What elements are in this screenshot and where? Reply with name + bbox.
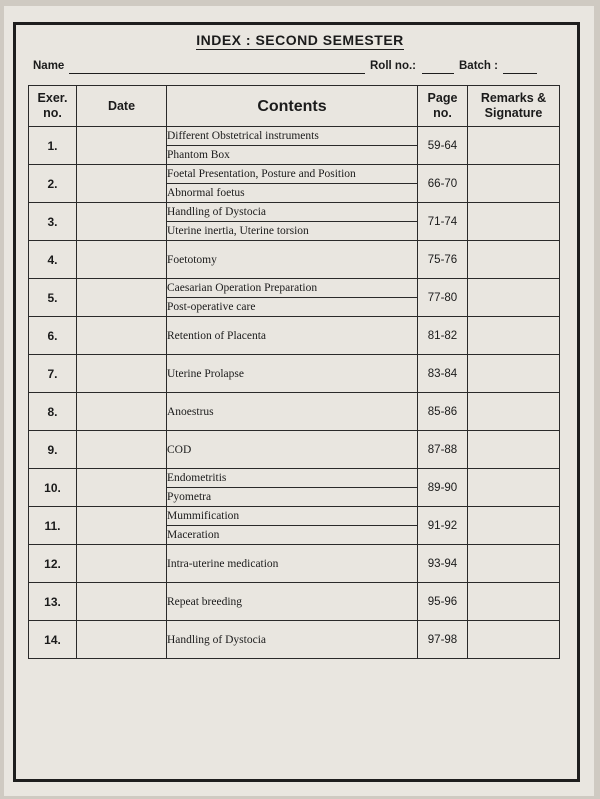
contents-cell: [167, 507, 418, 545]
exercise-number: 3.: [29, 203, 77, 241]
page-number: 89-90: [418, 469, 468, 507]
content-item: Uterine Prolapse: [167, 367, 244, 380]
exercise-number: 5.: [29, 279, 77, 317]
page-title: [0, 32, 600, 48]
page-number: 91-92: [418, 507, 468, 545]
date-cell: [77, 621, 167, 659]
content-item: Pyometra: [167, 487, 417, 506]
remarks-cell: [468, 355, 560, 393]
page-number: 59-64: [418, 127, 468, 165]
table-row: [29, 431, 560, 469]
table-row: [29, 279, 560, 317]
content-item: Foetotomy: [167, 253, 217, 266]
table-row: [29, 393, 560, 431]
page-number: 75-76: [418, 241, 468, 279]
page-number: 95-96: [418, 583, 468, 621]
exercise-number: 6.: [29, 317, 77, 355]
remarks-cell: [468, 279, 560, 317]
col-header-exer-no: Exer. no.: [29, 86, 77, 127]
remarks-cell: [468, 165, 560, 203]
date-cell: [77, 355, 167, 393]
page-number: 83-84: [418, 355, 468, 393]
exercise-number: 12.: [29, 545, 77, 583]
contents-cell: [167, 355, 418, 393]
exercise-number: 9.: [29, 431, 77, 469]
exercise-number: 7.: [29, 355, 77, 393]
remarks-cell: [468, 583, 560, 621]
remarks-cell: [468, 469, 560, 507]
contents-cell: [167, 545, 418, 583]
exercise-number: 4.: [29, 241, 77, 279]
date-cell: [77, 469, 167, 507]
content-item: Handling of Dystocia: [167, 206, 267, 218]
remarks-cell: [468, 317, 560, 355]
header-row: [29, 86, 560, 127]
exercise-number: 11.: [29, 507, 77, 545]
remarks-cell: [468, 393, 560, 431]
contents-cell: [167, 203, 418, 241]
remarks-cell: [468, 203, 560, 241]
contents-cell: [167, 583, 418, 621]
roll-label: Roll no.:: [370, 60, 416, 72]
remarks-cell: [468, 241, 560, 279]
col-header-date: Date: [77, 86, 167, 127]
remarks-cell: [468, 507, 560, 545]
roll-blank: [422, 73, 454, 74]
contents-cell: [167, 279, 418, 317]
date-cell: [77, 165, 167, 203]
date-cell: [77, 545, 167, 583]
col-header-contents: Contents: [167, 86, 418, 127]
content-item: Uterine inertia, Uterine torsion: [167, 221, 417, 240]
date-cell: [77, 317, 167, 355]
contents-cell: [167, 621, 418, 659]
contents-cell: [167, 241, 418, 279]
table-row: [29, 469, 560, 507]
contents-cell: [167, 393, 418, 431]
contents-cell: [167, 127, 418, 165]
table-row: [29, 545, 560, 583]
batch-label: Batch :: [459, 60, 498, 72]
page-number: 66-70: [418, 165, 468, 203]
contents-cell: [167, 165, 418, 203]
content-item: Maceration: [167, 525, 417, 544]
content-item: Abnormal foetus: [167, 183, 417, 202]
date-cell: [77, 393, 167, 431]
table-row: [29, 241, 560, 279]
page-number: 77-80: [418, 279, 468, 317]
table-row: [29, 127, 560, 165]
page-number: 71-74: [418, 203, 468, 241]
name-label: Name: [33, 60, 65, 72]
date-cell: [77, 507, 167, 545]
col-header-page-no: Page no.: [418, 86, 468, 127]
content-item: Handling of Dystocia: [167, 633, 267, 646]
content-item: Different Obstetrical instruments: [167, 130, 319, 142]
date-cell: [77, 203, 167, 241]
exercise-number: 14.: [29, 621, 77, 659]
content-item: Mummification: [167, 510, 240, 522]
date-cell: [77, 279, 167, 317]
table-row: [29, 355, 560, 393]
page-title-text: INDEX : SECOND SEMESTER: [196, 32, 404, 48]
exercise-number: 1.: [29, 127, 77, 165]
table-row: [29, 507, 560, 545]
remarks-cell: [468, 621, 560, 659]
exercise-number: 8.: [29, 393, 77, 431]
page-number: 81-82: [418, 317, 468, 355]
table-row: [29, 203, 560, 241]
remarks-cell: [468, 545, 560, 583]
table-row: [29, 621, 560, 659]
content-item: Intra-uterine medication: [167, 557, 279, 570]
name-blank: [69, 73, 365, 74]
page-number: 87-88: [418, 431, 468, 469]
content-item: Anoestrus: [167, 405, 214, 418]
page-number: 93-94: [418, 545, 468, 583]
date-cell: [77, 241, 167, 279]
col-header-remarks: Remarks & Signature: [468, 86, 560, 127]
remarks-cell: [468, 127, 560, 165]
content-item: Post-operative care: [167, 297, 417, 316]
table-row: [29, 317, 560, 355]
remarks-cell: [468, 431, 560, 469]
date-cell: [77, 127, 167, 165]
content-item: Phantom Box: [167, 145, 417, 164]
page-number: 85-86: [418, 393, 468, 431]
content-item: Caesarian Operation Preparation: [167, 282, 318, 294]
exercise-number: 2.: [29, 165, 77, 203]
index-table: [28, 85, 560, 659]
content-item: COD: [167, 443, 192, 456]
contents-cell: [167, 469, 418, 507]
page-number: 97-98: [418, 621, 468, 659]
batch-blank: [503, 73, 537, 74]
content-item: Endometritis: [167, 472, 227, 484]
table-row: [29, 583, 560, 621]
date-cell: [77, 431, 167, 469]
student-info-line: [33, 60, 563, 78]
content-item: Foetal Presentation, Posture and Position: [167, 168, 356, 180]
content-item: Retention of Placenta: [167, 329, 266, 342]
contents-cell: [167, 431, 418, 469]
table-row: [29, 165, 560, 203]
content-item: Repeat breeding: [167, 595, 243, 608]
date-cell: [77, 583, 167, 621]
contents-cell: [167, 317, 418, 355]
exercise-number: 10.: [29, 469, 77, 507]
exercise-number: 13.: [29, 583, 77, 621]
